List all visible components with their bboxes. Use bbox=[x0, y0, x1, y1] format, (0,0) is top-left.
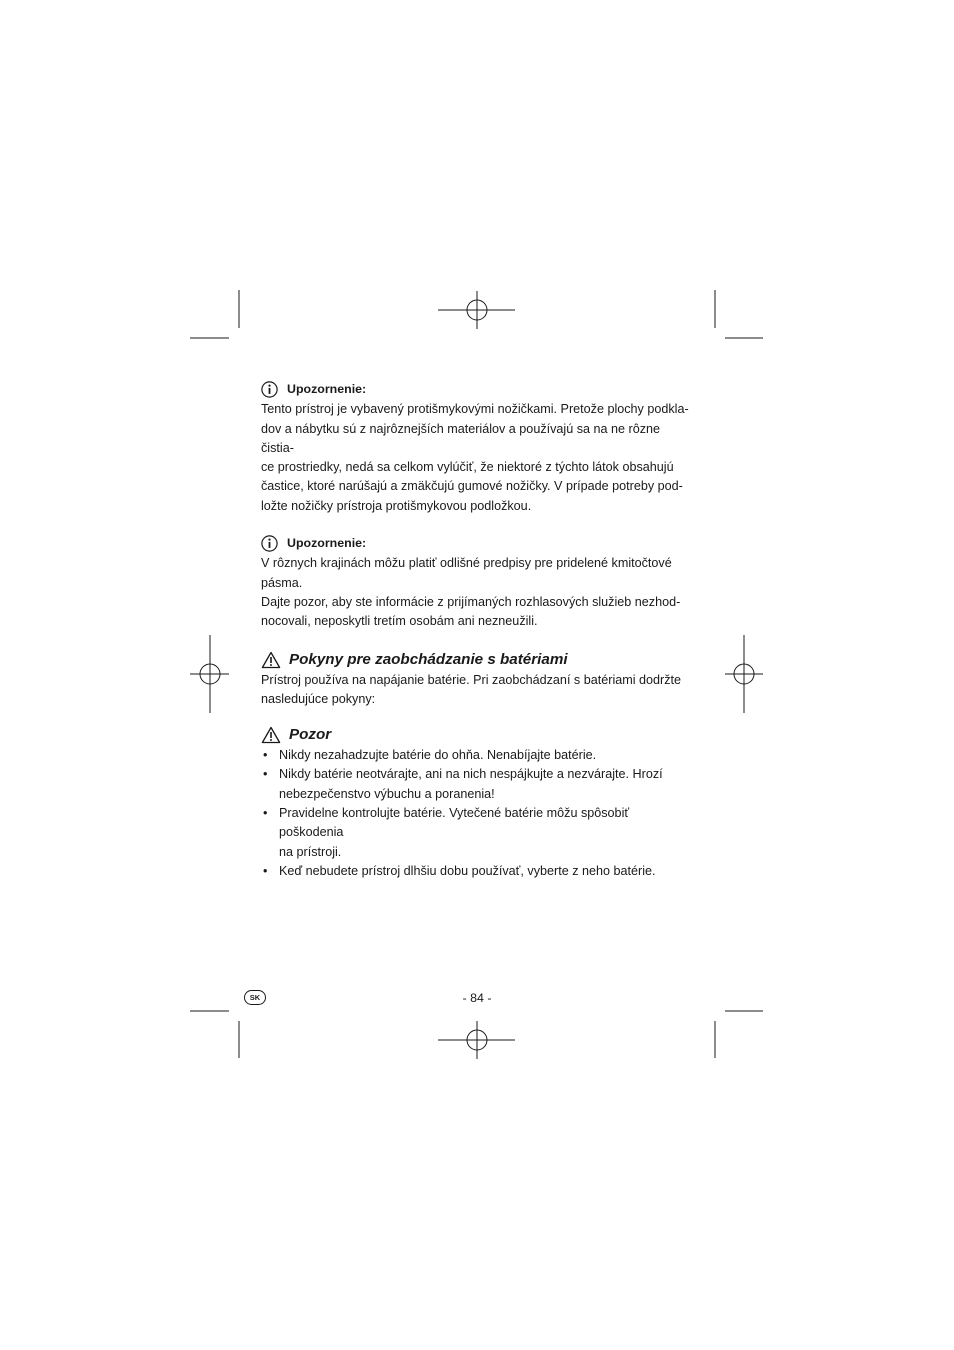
list-item: • Keď nebudete prístroj dlhšiu dobu používať, vyberte z neho batérie. bbox=[261, 862, 693, 881]
section-title: Pozor bbox=[289, 726, 332, 744]
note-heading bbox=[261, 380, 693, 399]
registration-mark-left bbox=[190, 635, 229, 713]
note-title: Upozornenie: bbox=[287, 536, 367, 551]
warning-triangle-icon bbox=[261, 651, 281, 669]
section-heading bbox=[261, 650, 693, 670]
list-item: • Nikdy batérie neotvárajte, ani na nich nespájkujte a nezvárajte. Hrozí nebezpečenstvo výbuchu a poranenia! bbox=[263, 767, 663, 801]
note-title: Upozornenie: bbox=[287, 382, 367, 396]
note-heading bbox=[261, 534, 693, 553]
section-battery-handling bbox=[261, 650, 693, 710]
section-heading bbox=[261, 725, 693, 745]
info-icon bbox=[261, 535, 278, 552]
list-item: • Pravidelne kontrolujte batérie. Vytečené batérie môžu spôsobiť poškodenia na prístroji. bbox=[263, 806, 630, 859]
bullet: • bbox=[263, 767, 268, 782]
page-content bbox=[261, 380, 693, 881]
bullet: • bbox=[263, 748, 268, 763]
note-text: Tento prístroj je vybavený protišmykovými nožičkami. Pretože plochy podkla- dov a nábytku sú z najrôznejších materiálov a používajú sa na ne rôzne čistia- ce prostriedky, nedá sa celkom vylúčiť, že niektoré z týchto látok obsahujú častice, ktoré narúšajú a zmäkčujú gumové nožičky. V prípade potreby pod- ložte nožičky prístroja protišmykovou podložkou. bbox=[261, 402, 689, 513]
list-item: • Nikdy nezahadzujte batérie do ohňa. Nenabíjajte batérie. bbox=[261, 746, 693, 765]
registration-mark-bottom bbox=[438, 1021, 515, 1059]
registration-mark-right bbox=[725, 635, 763, 713]
section-text: Prístroj používa na napájanie batérie. Pri zaobchádzaní s batériami dodržte nasledujúce pokyny: bbox=[261, 672, 682, 706]
registration-mark-top bbox=[438, 291, 515, 329]
bullet: • bbox=[263, 863, 268, 878]
page-number: - 84 - bbox=[462, 991, 492, 1005]
section-title: Pokyny pre zaobchádzanie s batériami bbox=[289, 650, 568, 668]
note-text: V rôznych krajinách môžu platiť odlišné predpisy pre pridelené kmitočtové pásma. Dajte pozor, aby ste informácie z prijímaných rozhlasových služieb nezhod- nocovali, neposkytli tretím osobám ani nezneužili. bbox=[261, 556, 681, 629]
bullet: • bbox=[263, 806, 268, 821]
language-badge: SK bbox=[244, 990, 266, 1005]
page-footer bbox=[0, 990, 954, 1010]
note-upozornenie-1 bbox=[261, 380, 693, 516]
note-upozornenie-2 bbox=[261, 534, 693, 631]
warning-triangle-icon bbox=[261, 726, 281, 744]
info-icon bbox=[261, 381, 278, 398]
warning-list bbox=[261, 746, 693, 881]
section-pozor bbox=[261, 725, 693, 881]
